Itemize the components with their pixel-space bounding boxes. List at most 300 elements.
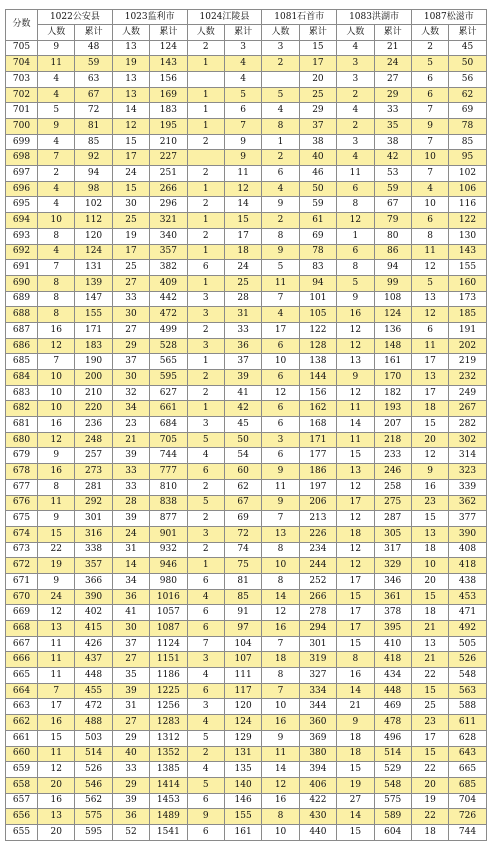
cumulative-cell: 191 [449,322,486,338]
count-cell: 16 [38,793,75,809]
count-cell: 15 [337,824,374,840]
cumulative-cell: 183 [150,103,187,119]
cumulative-cell: 314 [449,448,486,464]
count-cell: 4 [187,715,224,731]
cumulative-cell: 604 [374,824,411,840]
count-cell: 12 [262,385,299,401]
cumulative-cell: 122 [299,322,336,338]
count-cell: 4 [38,71,75,87]
count-cell: 15 [337,448,374,464]
score-cell: 657 [6,793,38,809]
count-cell: 16 [38,464,75,480]
count-cell: 18 [337,526,374,542]
cumulative-cell: 438 [449,573,486,589]
cumulative-cell: 339 [449,479,486,495]
count-cell: 37 [112,636,149,652]
cumulative-cell: 97 [224,621,261,637]
cumulative-cell: 266 [150,181,187,197]
cumulative-cell: 107 [224,652,261,668]
count-cell: 1 [187,87,224,103]
count-cell: 2 [187,322,224,338]
cumulative-cell: 362 [449,495,486,511]
cumulative-cell: 75 [224,558,261,574]
count-cell: 24 [112,526,149,542]
cumulative-cell: 120 [224,699,261,715]
cumulative-cell: 499 [150,322,187,338]
score-cell: 662 [6,715,38,731]
count-cell: 11 [337,432,374,448]
cumulative-cell: 437 [75,652,112,668]
table-row [6,668,487,684]
cumulative-cell: 33 [224,322,261,338]
cumulative-cell: 418 [374,652,411,668]
count-subheader: 人数 [411,25,448,40]
score-cell: 700 [6,119,38,135]
cumulative-cell: 162 [299,401,336,417]
count-cell: 17 [411,730,448,746]
count-cell: 5 [187,777,224,793]
table-row [6,621,487,637]
count-cell: 2 [337,87,374,103]
count-cell: 12 [38,338,75,354]
count-cell: 8 [38,479,75,495]
count-cell: 15 [411,683,448,699]
cumulative-cell: 448 [75,668,112,684]
count-cell: 2 [187,542,224,558]
count-cell: 22 [411,668,448,684]
count-cell: 8 [411,228,448,244]
count-cell: 9 [337,715,374,731]
cumulative-cell: 248 [75,432,112,448]
cumulative-cell: 116 [449,197,486,213]
score-cell: 699 [6,134,38,150]
cumulative-cell: 705 [150,432,187,448]
cumulative-cell: 185 [449,307,486,323]
count-cell: 15 [337,762,374,778]
table-row [6,636,487,652]
cumulative-cell: 3 [224,40,261,56]
count-cell: 4 [38,244,75,260]
count-cell: 8 [337,260,374,276]
count-cell: 15 [112,181,149,197]
cumulative-cell: 410 [374,636,411,652]
score-cell: 694 [6,213,38,229]
count-cell: 4 [187,589,224,605]
count-cell: 7 [38,260,75,276]
count-cell: 3 [187,291,224,307]
count-cell: 11 [411,244,448,260]
cumulative-cell: 50 [224,432,261,448]
cumulative-cell: 42 [224,401,261,417]
count-cell: 6 [411,87,448,103]
cumulative-cell: 426 [75,636,112,652]
count-cell: 21 [337,699,374,715]
count-cell: 5 [262,260,299,276]
count-cell: 2 [262,150,299,166]
count-cell: 1 [187,103,224,119]
count-cell: 1 [187,56,224,72]
count-cell: 36 [112,589,149,605]
cumulative-cell: 177 [299,448,336,464]
cumulative-cell: 105 [299,307,336,323]
cumulative-cell: 301 [299,636,336,652]
cumulative-cell: 15 [224,213,261,229]
cumulative-cell: 69 [224,511,261,527]
count-cell: 34 [112,573,149,589]
table-row [6,103,487,119]
score-cell: 661 [6,730,38,746]
score-cell: 659 [6,762,38,778]
count-cell: 5 [411,56,448,72]
cumulative-cell: 526 [449,652,486,668]
cumulative-cell: 195 [150,119,187,135]
count-cell: 22 [411,809,448,825]
cumulative-cell: 200 [75,370,112,386]
cumulative-cell: 1283 [150,715,187,731]
count-cell: 11 [38,636,75,652]
count-subheader: 人数 [262,25,299,40]
cumulative-cell: 472 [75,699,112,715]
cumulative-cell: 94 [75,166,112,182]
count-cell: 27 [112,652,149,668]
cumulative-cell: 1186 [150,668,187,684]
count-cell: 22 [411,762,448,778]
count-cell: 16 [262,715,299,731]
count-cell: 13 [38,809,75,825]
count-cell: 13 [411,370,448,386]
cumulative-cell: 46 [299,166,336,182]
count-cell: 9 [38,40,75,56]
cumulative-cell: 877 [150,511,187,527]
count-cell: 5 [262,87,299,103]
table-row [6,150,487,166]
count-cell: 17 [411,385,448,401]
score-cell: 683 [6,385,38,401]
cumulative-cell: 156 [299,385,336,401]
count-cell: 6 [262,370,299,386]
table-row [6,558,487,574]
count-cell: 16 [337,668,374,684]
cumulative-cell: 36 [224,338,261,354]
count-cell: 10 [411,150,448,166]
score-cell: 679 [6,448,38,464]
cumulative-cell: 135 [224,762,261,778]
count-cell: 13 [112,87,149,103]
count-cell: 6 [187,683,224,699]
cumulative-cell: 408 [449,542,486,558]
count-cell: 4 [262,181,299,197]
count-cell: 3 [262,40,299,56]
cumulative-cell: 146 [224,793,261,809]
cumulative-cell: 155 [75,307,112,323]
count-cell: 13 [262,526,299,542]
cumulative-cell: 63 [75,71,112,87]
cumulative-cell: 563 [449,683,486,699]
count-cell: 5 [187,495,224,511]
cumulative-cell: 810 [150,479,187,495]
county-header-row [6,10,487,25]
count-cell: 12 [262,777,299,793]
count-cell: 30 [112,197,149,213]
count-cell: 25 [411,699,448,715]
count-cell: 8 [38,228,75,244]
cumulative-cell: 565 [150,354,187,370]
score-cell: 688 [6,307,38,323]
count-cell: 4 [187,668,224,684]
table-row [6,824,487,840]
score-cell: 702 [6,87,38,103]
count-cell: 9 [187,809,224,825]
score-cell: 667 [6,636,38,652]
cumulative-cell: 390 [75,589,112,605]
cumulative-cell: 91 [224,605,261,621]
score-cell: 676 [6,495,38,511]
score-cell: 690 [6,275,38,291]
cumulative-cell: 1057 [150,605,187,621]
count-cell: 18 [411,824,448,840]
cumulative-cell: 267 [449,401,486,417]
cumulative-cell: 17 [299,56,336,72]
cumulative-cell: 440 [299,824,336,840]
score-cell: 670 [6,589,38,605]
count-cell: 20 [411,777,448,793]
cumulative-cell: 136 [374,322,411,338]
cumulative-cell: 111 [224,668,261,684]
count-cell: 2 [187,746,224,762]
count-cell: 2 [187,166,224,182]
cumulative-cell: 155 [224,809,261,825]
table-row [6,809,487,825]
count-cell: 8 [38,307,75,323]
cumulative-cell: 661 [150,401,187,417]
count-cell: 7 [262,511,299,527]
count-cell: 2 [187,385,224,401]
cumulative-cell: 54 [224,448,261,464]
cumulative-cell: 144 [299,370,336,386]
cumulative-cell: 17 [224,228,261,244]
cumulative-cell: 369 [299,730,336,746]
table-row [6,322,487,338]
cumulative-cell: 266 [299,589,336,605]
score-cell: 684 [6,370,38,386]
count-cell: 18 [262,652,299,668]
count-cell: 9 [262,244,299,260]
cumulative-cell: 296 [150,197,187,213]
count-cell: 4 [262,103,299,119]
table-row [6,699,487,715]
cumulative-cell: 50 [299,181,336,197]
count-cell: 25 [112,213,149,229]
count-cell: 3 [337,134,374,150]
cumulative-cell: 220 [75,401,112,417]
cumulative-cell: 202 [449,338,486,354]
count-cell: 6 [262,166,299,182]
cumulative-cell: 28 [224,291,261,307]
cumulative-cell: 138 [299,354,336,370]
count-cell: 30 [112,621,149,637]
cumulative-cell: 415 [75,621,112,637]
table-row [6,730,487,746]
cumulative-cell: 106 [449,181,486,197]
cumulative-cell: 45 [224,417,261,433]
count-cell: 6 [187,621,224,637]
count-cell: 9 [262,730,299,746]
count-cell: 2 [187,228,224,244]
cumulative-cell: 9 [224,134,261,150]
cumulative-cell: 344 [299,699,336,715]
sub-header-row [6,25,487,40]
cumulative-cell: 503 [75,730,112,746]
cumulative-cell: 327 [299,668,336,684]
count-cell: 12 [337,479,374,495]
count-cell: 14 [112,558,149,574]
cumulative-cell: 86 [374,244,411,260]
cumulative-cell: 455 [75,683,112,699]
cumulative-cell: 278 [299,605,336,621]
count-cell: 8 [262,573,299,589]
cumulative-cell: 302 [449,432,486,448]
cumulative-cell: 340 [150,228,187,244]
cumulative-cell: 390 [449,526,486,542]
count-cell: 1 [187,244,224,260]
cumulative-cell: 232 [449,370,486,386]
cumulative-cell: 321 [150,213,187,229]
count-cell: 3 [187,338,224,354]
count-cell: 7 [411,134,448,150]
cumulative-cell: 704 [449,793,486,809]
count-subheader: 人数 [112,25,149,40]
count-cell: 17 [38,699,75,715]
cumulative-cell: 183 [75,338,112,354]
count-cell: 14 [262,589,299,605]
count-cell: 10 [38,370,75,386]
cumulative-cell: 251 [150,166,187,182]
count-cell: 10 [38,401,75,417]
cumulative-cell: 78 [449,119,486,135]
score-cell: 687 [6,322,38,338]
count-cell: 9 [262,464,299,480]
count-cell: 9 [411,464,448,480]
count-cell: 39 [112,683,149,699]
cumulative-cell: 218 [374,432,411,448]
cumulative-cell: 31 [224,307,261,323]
cumulative-cell: 98 [75,181,112,197]
count-cell: 10 [262,699,299,715]
cumulative-cell: 219 [449,354,486,370]
count-cell: 12 [337,385,374,401]
count-cell: 4 [337,150,374,166]
count-cell: 33 [112,291,149,307]
cumulative-cell: 72 [75,103,112,119]
count-cell [187,150,224,166]
table-row [6,181,487,197]
count-cell: 8 [262,228,299,244]
cumulative-cell: 81 [75,119,112,135]
cumulative-cell: 627 [150,385,187,401]
count-cell: 11 [411,338,448,354]
score-cell: 691 [6,260,38,276]
score-cell: 664 [6,683,38,699]
count-cell: 3 [187,526,224,542]
cumulative-cell: 80 [374,228,411,244]
table-row [6,777,487,793]
cumulative-cell: 101 [299,291,336,307]
count-cell [187,71,224,87]
score-cell: 666 [6,652,38,668]
cumulative-cell: 294 [299,621,336,637]
cumulative-cell: 95 [449,150,486,166]
count-cell: 16 [262,793,299,809]
table-row [6,275,487,291]
count-cell: 8 [38,275,75,291]
count-cell: 14 [337,809,374,825]
count-cell: 33 [112,762,149,778]
cumulative-cell: 5 [224,87,261,103]
count-cell: 21 [411,652,448,668]
count-cell: 12 [337,213,374,229]
cumulative-cell: 275 [374,495,411,511]
count-cell: 4 [337,103,374,119]
count-cell: 31 [112,699,149,715]
cumulative-cell: 1225 [150,683,187,699]
cumulative-cell: 131 [75,260,112,276]
count-cell: 6 [262,401,299,417]
table-row [6,197,487,213]
count-cell: 7 [262,291,299,307]
cumulative-cell: 418 [449,558,486,574]
cumulative-cell: 226 [299,526,336,542]
cumulative-cell: 1124 [150,636,187,652]
cumulative-cell: 589 [374,809,411,825]
cumulative-cell: 1414 [150,777,187,793]
table-body [6,40,487,840]
count-cell: 1 [187,181,224,197]
count-cell: 8 [337,652,374,668]
cumulative-cell: 60 [224,464,261,480]
cumulative-cell: 39 [224,370,261,386]
count-cell: 4 [38,197,75,213]
count-cell: 19 [38,558,75,574]
table-row [6,432,487,448]
cumulative-cell: 67 [224,495,261,511]
count-cell: 8 [337,197,374,213]
cumulative-cell: 249 [449,385,486,401]
count-cell: 4 [38,87,75,103]
cumulative-cell: 382 [150,260,187,276]
cumulative-cell: 14 [224,197,261,213]
count-cell: 35 [112,668,149,684]
cumulative-cell: 478 [374,715,411,731]
count-cell: 19 [337,777,374,793]
cumulative-cell: 282 [449,417,486,433]
table-row [6,40,487,56]
cumulative-cell: 726 [449,809,486,825]
table-row [6,401,487,417]
table-row [6,119,487,135]
count-cell: 20 [38,824,75,840]
count-cell: 1 [187,354,224,370]
table-row [6,495,487,511]
table-row [6,417,487,433]
score-cell: 689 [6,291,38,307]
count-cell: 7 [411,103,448,119]
cumulative-cell: 505 [449,636,486,652]
count-cell: 33 [112,464,149,480]
cumulative-cell: 140 [224,777,261,793]
count-cell: 12 [38,762,75,778]
cumulative-cell: 361 [374,589,411,605]
county-header-jianli: 1023监利市 [112,10,187,25]
